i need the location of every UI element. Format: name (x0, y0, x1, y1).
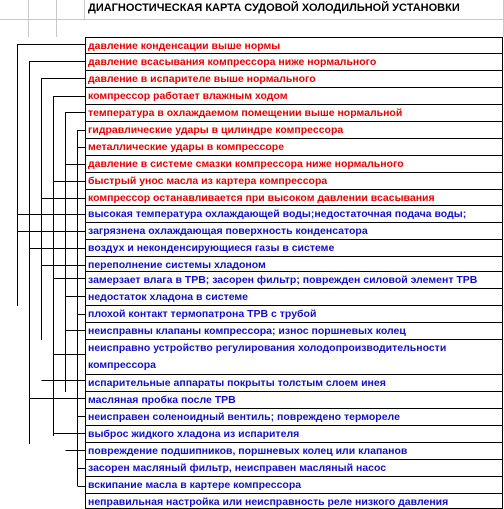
symptom-text: быстрый унос масла из картера компрессора (88, 175, 328, 187)
cause-text: испарительные аппараты покрыты толстым слоем инея (88, 377, 386, 389)
cause-text: неисправен соленоидный вентиль; повреждено термореле (88, 411, 400, 423)
cause-text: воздух и неконденсирующиеся газы в системе (88, 242, 335, 254)
symptom-text: давление всасывания компрессора ниже нормального (88, 56, 377, 68)
cause-text: неисправны клапаны компрессора; износ поршневых колец (88, 325, 406, 337)
symptom-text: гидравлические удары в цилиндре компрессора (88, 124, 344, 136)
cause-text: загрязнена охлаждающая поверхность конденсатора (88, 225, 368, 237)
cause-text: замерзает влага в ТРВ; засорен фильтр; поврежден силовой элемент ТРВ (88, 274, 478, 286)
cause-text-continuation: компрессора (88, 359, 156, 371)
cause-text: неправильная настройка или неисправность реле низкого давления (88, 496, 449, 508)
cause-text: неисправно устройство регулирования холодопроизводительности (88, 342, 447, 354)
cause-text: повреждение подшипников, поршневых колец или клапанов (88, 445, 408, 457)
symptom-text: давление в системе смазки компрессора ниже нормального (88, 158, 404, 170)
symptom-text: компрессор останавливается при высоком давлении всасывания (88, 192, 435, 204)
cause-text: вскипание масла в картере компрессора (88, 479, 302, 491)
cause-text: засорен масляный фильтр, неисправен масляный насос (88, 462, 387, 474)
cause-text: высокая температура охлаждающей воды;недостаточная подача воды; (88, 208, 467, 220)
cause-text: переполнение системы хладоном (88, 259, 266, 271)
cause-text: выброс жидкого хладона из испарителя (88, 428, 300, 440)
cause-text: масляная пробка после ТРВ (88, 394, 236, 406)
symptom-text: температура в охлаждаемом помещении выше нормальной (88, 107, 403, 119)
cause-text: плохой контакт термопатрона ТРВ с трубой (88, 308, 317, 320)
sheet-title: ДИАГНОСТИЧЕСКАЯ КАРТА СУДОВОЙ ХОЛОДИЛЬНОЙ УСТАНОВКИ (88, 2, 460, 14)
symptom-text: компрессор работает влажным ходом (88, 90, 288, 102)
symptom-text: давление в испарителе выше нормального (88, 73, 316, 85)
symptom-text: металлические удары в компрессоре (88, 141, 285, 153)
symptom-text: давление конденсации выше нормы (88, 40, 281, 52)
cause-text: недостаток хладона в системе (88, 291, 249, 303)
